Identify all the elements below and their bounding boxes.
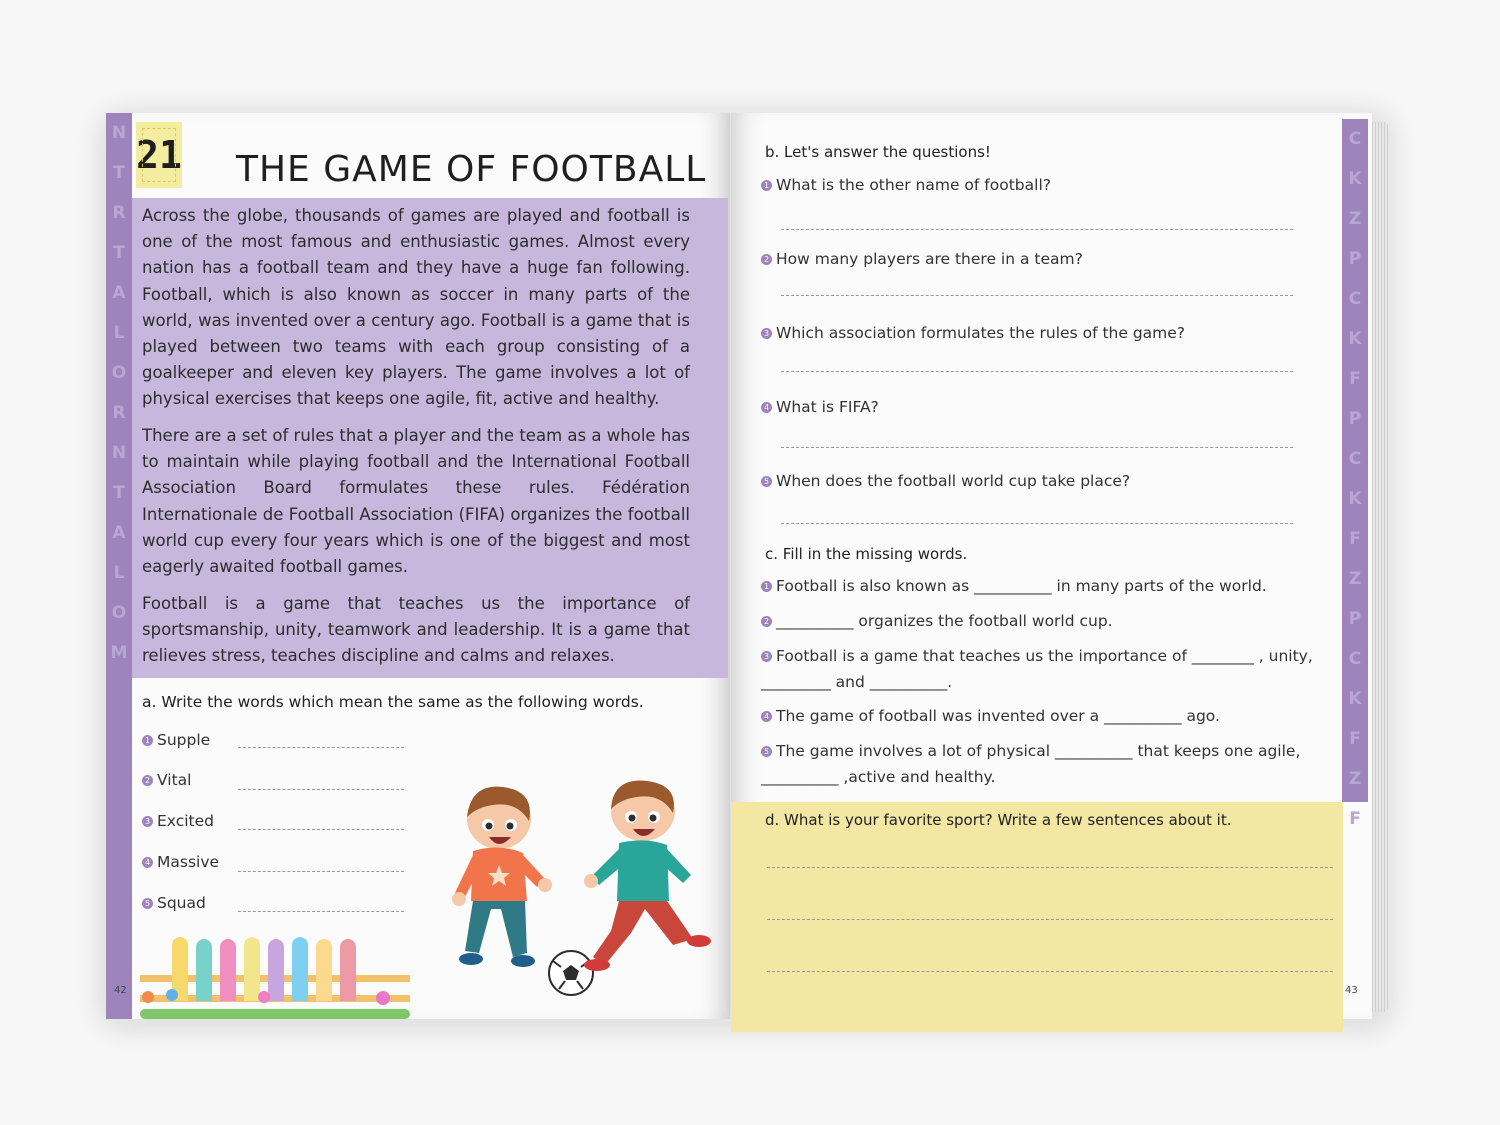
strip-letter: L bbox=[113, 323, 125, 343]
page-title: THE GAME OF FOOTBALL bbox=[236, 149, 707, 190]
number-bullet: 1 bbox=[761, 581, 772, 592]
answer-line[interactable] bbox=[781, 229, 1293, 230]
answer-line[interactable] bbox=[781, 447, 1293, 448]
question-text: What is the other name of football? bbox=[776, 176, 1051, 194]
strip-letter: O bbox=[111, 363, 127, 383]
page-number: 43 bbox=[1345, 985, 1358, 996]
answer-line[interactable] bbox=[238, 871, 404, 872]
writing-line[interactable] bbox=[767, 919, 1333, 920]
left-letter-strip bbox=[106, 113, 132, 1019]
lesson-number-badge: 21 bbox=[136, 122, 182, 188]
paragraph-2: There are a set of rules that a player and the team as a whole has to maintain while playing football and the International Football Association Board formulates these rules. Fédération Internationale de Football Association (FIFA) organizes the football world cup every four years which is one of the biggest and most eagerly awaited football games. bbox=[142, 426, 690, 577]
strip-letter: C bbox=[1348, 449, 1362, 469]
number-bullet: 3 bbox=[142, 816, 153, 827]
question-item bbox=[761, 398, 879, 416]
answer-line[interactable] bbox=[238, 911, 404, 912]
paragraph-3: Football is a game that teaches us the importance of sportsmanship, unity, teamwork and leadership. It is a game that relieves stress, teaches discipline and calms and relaxes. bbox=[142, 594, 690, 666]
fill-in-item bbox=[761, 703, 1321, 729]
question-text: What is FIFA? bbox=[776, 398, 879, 416]
synonym-word: Massive bbox=[157, 853, 220, 871]
number-bullet: 5 bbox=[761, 476, 772, 487]
number-bullet: 5 bbox=[761, 746, 772, 757]
synonym-item bbox=[142, 812, 214, 830]
strip-letter: K bbox=[1348, 169, 1362, 189]
strip-letter: F bbox=[1349, 809, 1361, 829]
paragraph-1: Across the globe, thousands of games are played and football is one of the most famous and enthusiastic games. Almost every nation has a football team and they have a huge fan following. Football, which is also known as soccer in many parts of the world, was invented over a century ago. Football is a game that is played between two teams with each group consisting of a goalkeeper and eleven key players. The game involves a lot of physical exercises that keeps one agile, fit, active and healthy. bbox=[142, 206, 690, 409]
question-item bbox=[761, 250, 1083, 268]
fill-in-text: Football is also known as __________ in many parts of the world. bbox=[776, 577, 1267, 595]
answer-line[interactable] bbox=[781, 295, 1293, 296]
writing-panel bbox=[731, 802, 1343, 1032]
strip-letter: C bbox=[1348, 649, 1362, 669]
number-bullet: 3 bbox=[761, 328, 772, 339]
synonym-item bbox=[142, 771, 191, 789]
strip-letter: F bbox=[1349, 729, 1361, 749]
strip-letter: K bbox=[1348, 689, 1362, 709]
strip-letter: A bbox=[112, 523, 126, 543]
synonym-item bbox=[142, 853, 219, 871]
strip-letter: C bbox=[1348, 129, 1362, 149]
section-d-heading: d. What is your favorite sport? Write a few sentences about it. bbox=[765, 811, 1232, 829]
kids-football-illustration bbox=[441, 781, 721, 996]
strip-letter: K bbox=[1348, 489, 1362, 509]
page-edges bbox=[1370, 122, 1388, 1012]
question-item bbox=[761, 324, 1185, 342]
strip-letter: R bbox=[112, 203, 126, 223]
left-page bbox=[106, 113, 730, 1019]
fence-illustration bbox=[140, 941, 410, 1019]
strip-letter: F bbox=[1349, 529, 1361, 549]
number-bullet: 2 bbox=[142, 775, 153, 786]
strip-letter: C bbox=[1348, 289, 1362, 309]
strip-letter: Z bbox=[1348, 769, 1362, 789]
strip-letter: M bbox=[110, 643, 128, 663]
synonym-word: Squad bbox=[157, 894, 206, 912]
strip-letter: L bbox=[113, 563, 125, 583]
page-number: 42 bbox=[114, 985, 127, 996]
answer-line[interactable] bbox=[238, 747, 404, 748]
section-c-heading: c. Fill in the missing words. bbox=[765, 545, 968, 563]
synonym-word: Supple bbox=[157, 731, 211, 749]
strip-letter: T bbox=[113, 163, 125, 183]
number-bullet: 4 bbox=[761, 402, 772, 413]
fill-in-item bbox=[761, 738, 1321, 790]
question-text: Which association formulates the rules of the game? bbox=[776, 324, 1186, 342]
strip-letter: P bbox=[1348, 609, 1362, 629]
right-letter-strip bbox=[1342, 119, 1368, 829]
answer-line[interactable] bbox=[781, 371, 1293, 372]
synonym-word: Vital bbox=[157, 771, 192, 789]
strip-letter: F bbox=[1349, 369, 1361, 389]
answer-line[interactable] bbox=[238, 829, 404, 830]
right-page bbox=[731, 113, 1372, 1019]
number-bullet: 2 bbox=[761, 254, 772, 265]
number-bullet: 1 bbox=[142, 735, 153, 746]
section-b-heading: b. Let's answer the questions! bbox=[765, 143, 991, 161]
strip-letter: K bbox=[1348, 329, 1362, 349]
strip-letter: N bbox=[111, 123, 127, 143]
strip-letter: O bbox=[111, 603, 127, 623]
strip-letter: T bbox=[113, 483, 125, 503]
strip-letter: P bbox=[1348, 249, 1362, 269]
strip-letter: A bbox=[112, 283, 126, 303]
fill-in-text: __________ organizes the football world cup. bbox=[776, 612, 1113, 630]
fill-in-text: Football is a game that teaches us the importance of ________ , unity, _________ and __________. bbox=[761, 647, 1313, 691]
number-bullet: 4 bbox=[761, 711, 772, 722]
answer-line[interactable] bbox=[238, 789, 404, 790]
strip-letter: Z bbox=[1348, 209, 1362, 229]
number-bullet: 3 bbox=[761, 651, 772, 662]
question-item bbox=[761, 472, 1130, 490]
strip-letter: T bbox=[113, 243, 125, 263]
fill-in-text: The game of football was invented over a __________ ago. bbox=[776, 707, 1220, 725]
number-bullet: 2 bbox=[761, 616, 772, 627]
writing-line[interactable] bbox=[767, 971, 1333, 972]
section-a-heading: a. Write the words which mean the same as the following words. bbox=[142, 693, 644, 711]
strip-letter: Z bbox=[1348, 569, 1362, 589]
fill-in-item bbox=[761, 643, 1321, 695]
fill-in-item bbox=[761, 608, 1321, 634]
fill-in-text: The game involves a lot of physical __________ that keeps one agile, __________ ,active and healthy. bbox=[761, 742, 1301, 786]
number-bullet: 4 bbox=[142, 857, 153, 868]
question-item bbox=[761, 176, 1051, 194]
synonym-item bbox=[142, 731, 210, 749]
writing-line[interactable] bbox=[767, 867, 1333, 868]
synonym-word: Excited bbox=[157, 812, 214, 830]
fill-in-item bbox=[761, 573, 1321, 599]
number-bullet: 1 bbox=[761, 180, 772, 191]
question-text: When does the football world cup take place? bbox=[776, 472, 1131, 490]
answer-line[interactable] bbox=[781, 523, 1293, 524]
number-bullet: 5 bbox=[142, 898, 153, 909]
strip-letter: P bbox=[1348, 409, 1362, 429]
question-text: How many players are there in a team? bbox=[776, 250, 1083, 268]
synonym-item bbox=[142, 894, 206, 912]
strip-letter: N bbox=[111, 443, 127, 463]
strip-letter: R bbox=[112, 403, 126, 423]
